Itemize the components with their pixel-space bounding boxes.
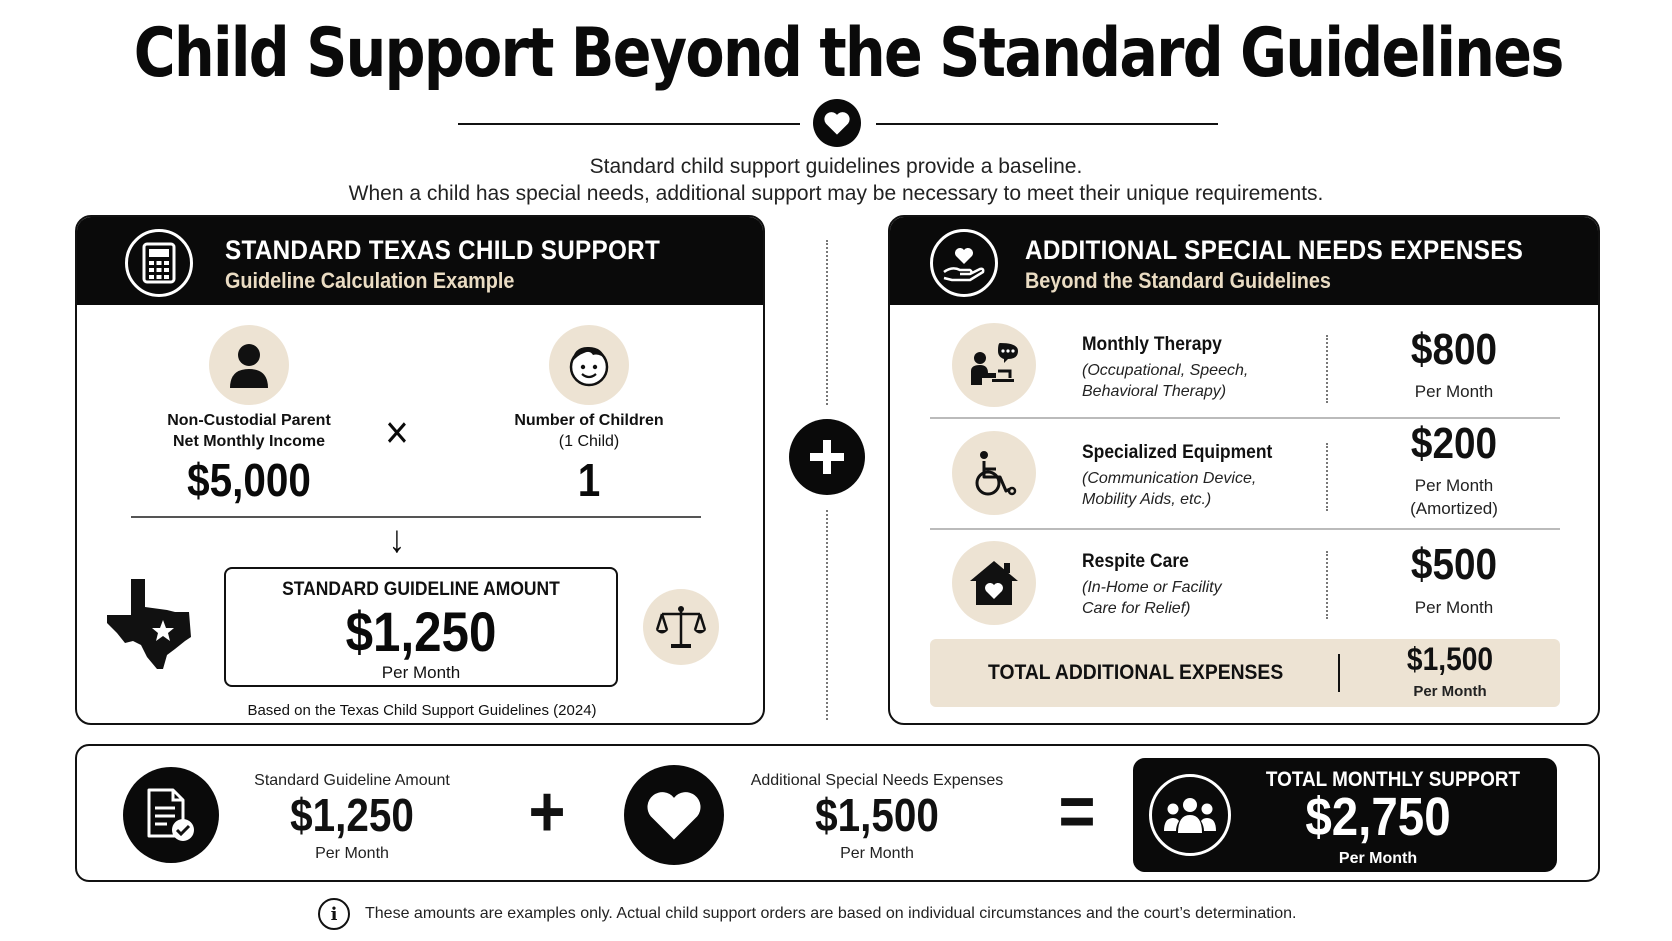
scales-icon (643, 589, 719, 665)
special-needs-panel (888, 215, 1600, 725)
down-arrow-icon: ↓ (388, 519, 406, 561)
respite-amount: $500 (1410, 540, 1498, 589)
page-title: Child Support Beyond the Standard Guidelines (133, 14, 1563, 93)
heart-icon (813, 99, 861, 147)
parent-label-1: Non-Custodial Parent (167, 412, 331, 429)
respite-sub-1: (In-Home or Facility (1082, 579, 1222, 596)
therapy-sub-1: (Occupational, Speech, (1082, 362, 1249, 379)
therapy-icon (952, 323, 1036, 407)
parent-income-value: $5,000 (187, 454, 311, 506)
equipment-period: Per Month (1414, 476, 1494, 495)
multiply-symbol: × (385, 406, 409, 458)
standard-result-amount: $1,250 (345, 600, 497, 663)
respite-sub-2: Care for Relief) (1082, 600, 1191, 617)
summary-special-amount: $1,500 (815, 789, 939, 841)
standard-footnote: Based on the Texas Child Support Guidelines (2024) (247, 702, 597, 719)
respite-title: Respite Care (1082, 551, 1189, 572)
center-dotted-line-bottom (826, 510, 828, 720)
summary-plus: + (528, 772, 566, 852)
summary-special-label: Additional Special Needs Expenses (750, 772, 1004, 789)
title-divider-left (458, 123, 800, 125)
standard-result-label: STANDARD GUIDELINE AMOUNT (282, 579, 560, 600)
texas-map-icon (105, 577, 205, 677)
therapy-amount: $800 (1410, 325, 1498, 374)
summary-equals: = (1058, 772, 1096, 852)
summary-special-period: Per Month (840, 845, 914, 862)
row-1-dots (1326, 335, 1328, 403)
total-monthly-label: TOTAL MONTHLY SUPPORT (1265, 768, 1521, 791)
house-heart-icon (952, 541, 1036, 625)
person-icon (209, 325, 289, 405)
standard-divider (131, 516, 701, 518)
total-additional-period: Per Month (1413, 683, 1487, 700)
therapy-title: Monthly Therapy (1082, 334, 1222, 355)
total-monthly-support-box (1133, 758, 1557, 872)
total-monthly-amount: $2,750 (1305, 787, 1451, 847)
standard-result-period: Per Month (381, 663, 461, 682)
equipment-sub-1: (Communication Device, (1082, 470, 1257, 487)
summary-standard-amount: $1,250 (290, 789, 414, 841)
equipment-period-note: (Amortized) (1410, 499, 1498, 518)
therapy-period: Per Month (1414, 382, 1494, 401)
summary-bar (75, 744, 1600, 882)
summary-heart-icon (624, 765, 724, 865)
child-face-icon (549, 325, 629, 405)
summary-standard-label: Standard Guideline Amount (254, 772, 450, 789)
total-monthly-period: Per Month (1338, 850, 1418, 867)
document-check-icon (123, 767, 219, 863)
calculator-icon (125, 229, 193, 297)
children-sub: (1 Child) (558, 433, 620, 450)
standard-panel-heading: STANDARD TEXAS CHILD SUPPORT (225, 235, 661, 265)
total-additional-amount: $1,500 (1406, 641, 1494, 677)
total-additional-box (930, 639, 1560, 707)
total-additional-label: TOTAL ADDITIONAL EXPENSES (988, 661, 1284, 684)
therapy-sub-2: Behavioral Therapy) (1082, 383, 1227, 400)
children-label: Number of Children (514, 412, 664, 429)
equipment-title: Specialized Equipment (1082, 442, 1273, 463)
special-panel-heading: ADDITIONAL SPECIAL NEEDS EXPENSES (1025, 235, 1524, 265)
special-panel-header (890, 217, 1598, 305)
disclaimer-text: These amounts are examples only. Actual child support orders are based on individual circumstances and the court’s determination. (365, 905, 1297, 922)
intro-line-1: Standard child support guidelines provide a baseline. (589, 155, 1083, 178)
standard-support-panel (75, 215, 765, 725)
plus-circle-icon (789, 419, 865, 495)
family-icon (1149, 774, 1231, 856)
special-panel-subheading: Beyond the Standard Guidelines (1025, 268, 1331, 293)
center-dotted-line-top (826, 240, 828, 405)
summary-standard-period: Per Month (315, 845, 389, 862)
parent-label-2: Net Monthly Income (172, 433, 325, 450)
standard-guideline-box (224, 567, 618, 687)
respite-period: Per Month (1414, 598, 1494, 617)
equipment-sub-2: Mobility Aids, etc.) (1082, 491, 1212, 508)
children-count: 1 (577, 454, 601, 506)
row-2-dots (1326, 443, 1328, 511)
info-icon: i (318, 898, 350, 930)
title-divider-right (876, 123, 1218, 125)
hand-heart-icon (930, 229, 998, 297)
row-divider-2 (930, 528, 1560, 530)
standard-panel-subheading: Guideline Calculation Example (225, 268, 515, 293)
row-3-dots (1326, 551, 1328, 619)
standard-panel-header (77, 217, 763, 305)
intro-line-2: When a child has special needs, additional support may be necessary to meet their unique requirements. (348, 182, 1324, 205)
wheelchair-icon (952, 431, 1036, 515)
equipment-amount: $200 (1410, 419, 1498, 468)
